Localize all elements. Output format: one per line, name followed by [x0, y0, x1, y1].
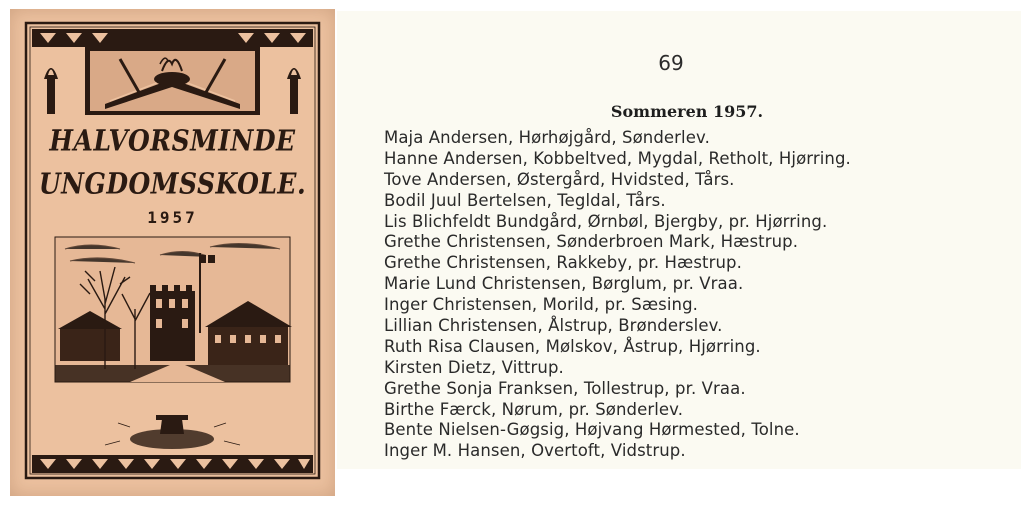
- book-lamp-emblem: [85, 47, 260, 115]
- roster-entry: Lis Blichfeldt Bundgård, Ørnbøl, Bjergby, pr. Hjørring.: [384, 211, 828, 231]
- roster-entry: Lillian Christensen, Ålstrup, Brønderslev.: [384, 316, 723, 336]
- cover-year: 1957: [147, 208, 198, 227]
- roster-entry: Bodil Juul Bertelsen, Tegldal, Tårs.: [384, 190, 666, 210]
- roster-entry: Inger M. Hansen, Overtoft, Vidstrup.: [384, 441, 686, 461]
- top-ornament-band: [32, 29, 313, 47]
- roster-entry: Inger Christensen, Morild, pr. Sæsing.: [384, 295, 699, 315]
- bottom-ornament-band: [32, 455, 313, 473]
- roster-entry: Birthe Færck, Nørum, pr. Sønderlev.: [384, 399, 684, 419]
- student-roster: [384, 128, 851, 462]
- roster-entry: Tove Andersen, Østergård, Hvidsted, Tårs.: [384, 169, 735, 189]
- yearbook-cover: [10, 9, 335, 496]
- school-building-woodcut: [55, 237, 292, 382]
- roster-entry: Bente Nielsen-Gøgsig, Højvang Hørmested, Tolne.: [384, 420, 800, 440]
- cover-title-line2: UNGDOMSSKOLE.: [38, 166, 307, 201]
- page-number: 69: [658, 51, 684, 75]
- roster-entry: Maja Andersen, Hørhøjgård, Sønderlev.: [384, 128, 710, 147]
- roster-entry: Grethe Sonja Franksen, Tollestrup, pr. Vraa.: [384, 378, 746, 398]
- roster-entry: Ruth Risa Clausen, Mølskov, Åstrup, Hjørring.: [384, 336, 761, 356]
- cover-title-line1: HALVORSMINDE: [49, 123, 296, 158]
- roster-entry: Marie Lund Christensen, Børglum, pr. Vraa.: [384, 274, 744, 294]
- roster-entry: Grethe Christensen, Sønderbroen Mark, Hæstrup.: [384, 232, 799, 252]
- right-torch-icon: [287, 68, 301, 114]
- page-heading: Sommeren 1957.: [610, 102, 764, 121]
- roster-entry: Grethe Christensen, Rakkeby, pr. Hæstrup.: [384, 253, 742, 273]
- roster-page: [337, 11, 1021, 469]
- cover-illustration: [10, 9, 335, 496]
- roster-entry: Kirsten Dietz, Vittrup.: [384, 357, 564, 377]
- bottom-emblem: [105, 415, 240, 449]
- roster-entry: Hanne Andersen, Kobbeltved, Mygdal, Retholt, Hjørring.: [384, 148, 851, 168]
- left-torch-icon: [44, 68, 58, 114]
